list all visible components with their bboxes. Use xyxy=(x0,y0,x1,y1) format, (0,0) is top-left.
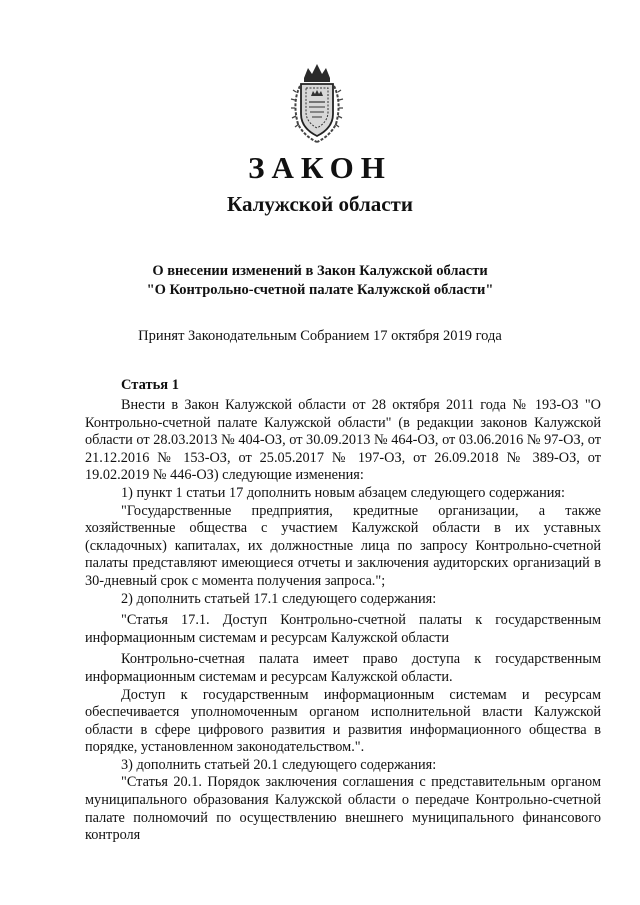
article-heading: Статья 1 xyxy=(121,377,179,393)
law-subject-line-2: "О Контрольно-счетной палате Калужской области" xyxy=(146,282,494,298)
article-paragraph: "Статья 20.1. Порядок заключения соглашения с представительным органом муниципального образования Калужской области о передаче Контрольно-счетной палате полномочий по осуществлению внешнего муниципального финансового контроля xyxy=(85,774,601,844)
document-region: Калужской области xyxy=(227,192,413,216)
law-subject xyxy=(0,262,640,300)
article-paragraph: "Статья 17.1. Доступ Контрольно-счетной палаты к государственным информационным системам и ресурсам Калужской области xyxy=(85,612,601,646)
article-paragraph: Контрольно-счетная палата имеет право доступа к государственным информационным системам и ресурсам Калужской области. xyxy=(85,651,601,685)
article-paragraph: Внести в Закон Калужской области от 28 октября 2011 года № 193-ОЗ "О Контрольно-счетной палате Калужской области" (в редакции законов Калужской области от 28.03.2013 № 404-ОЗ, от 30.09.2013 № 464-ОЗ, от 03.06.2016 № 97-ОЗ, от 21.12.2016 № 153-ОЗ, от 25.05.2017 № 197-ОЗ, от 26.09.2018 № 389-ОЗ, от 19.02.2019 № 446-ОЗ) следующие изменения: xyxy=(85,397,601,484)
document-title: ЗАКОН xyxy=(248,150,392,185)
law-subject-line-1: О внесении изменений в Закон Калужской области xyxy=(152,263,488,279)
article-paragraph: 3) дополнить статьей 20.1 следующего содержания: xyxy=(121,756,437,773)
adoption-statement: Принят Законодательным Собранием 17 октября 2019 года xyxy=(138,328,502,344)
article-paragraph: Доступ к государственным информационным системам и ресурсам обеспечивается уполномоченным органом исполнительной власти Калужской области в сфере цифрового развития и развития информационного общества в порядке, установленном законодательством.". xyxy=(85,686,601,756)
article-body xyxy=(85,397,601,845)
article-paragraph: 1) пункт 1 статьи 17 дополнить новым абзацем следующего содержания: xyxy=(121,484,565,501)
coat-of-arms-icon xyxy=(290,62,344,144)
article-paragraph: "Государственные предприятия, кредитные организации, а также хозяйственные общества с участием Калужской области в их уставных (складочных) капиталах, их должностные лица по запросу Контрольно-счетной палаты представляют имеющиеся отчеты и заключения аудиторских организаций в 30-дневный срок с момента получения запроса."; xyxy=(85,502,601,589)
article-paragraph: 2) дополнить статьей 17.1 следующего содержания: xyxy=(121,590,437,607)
